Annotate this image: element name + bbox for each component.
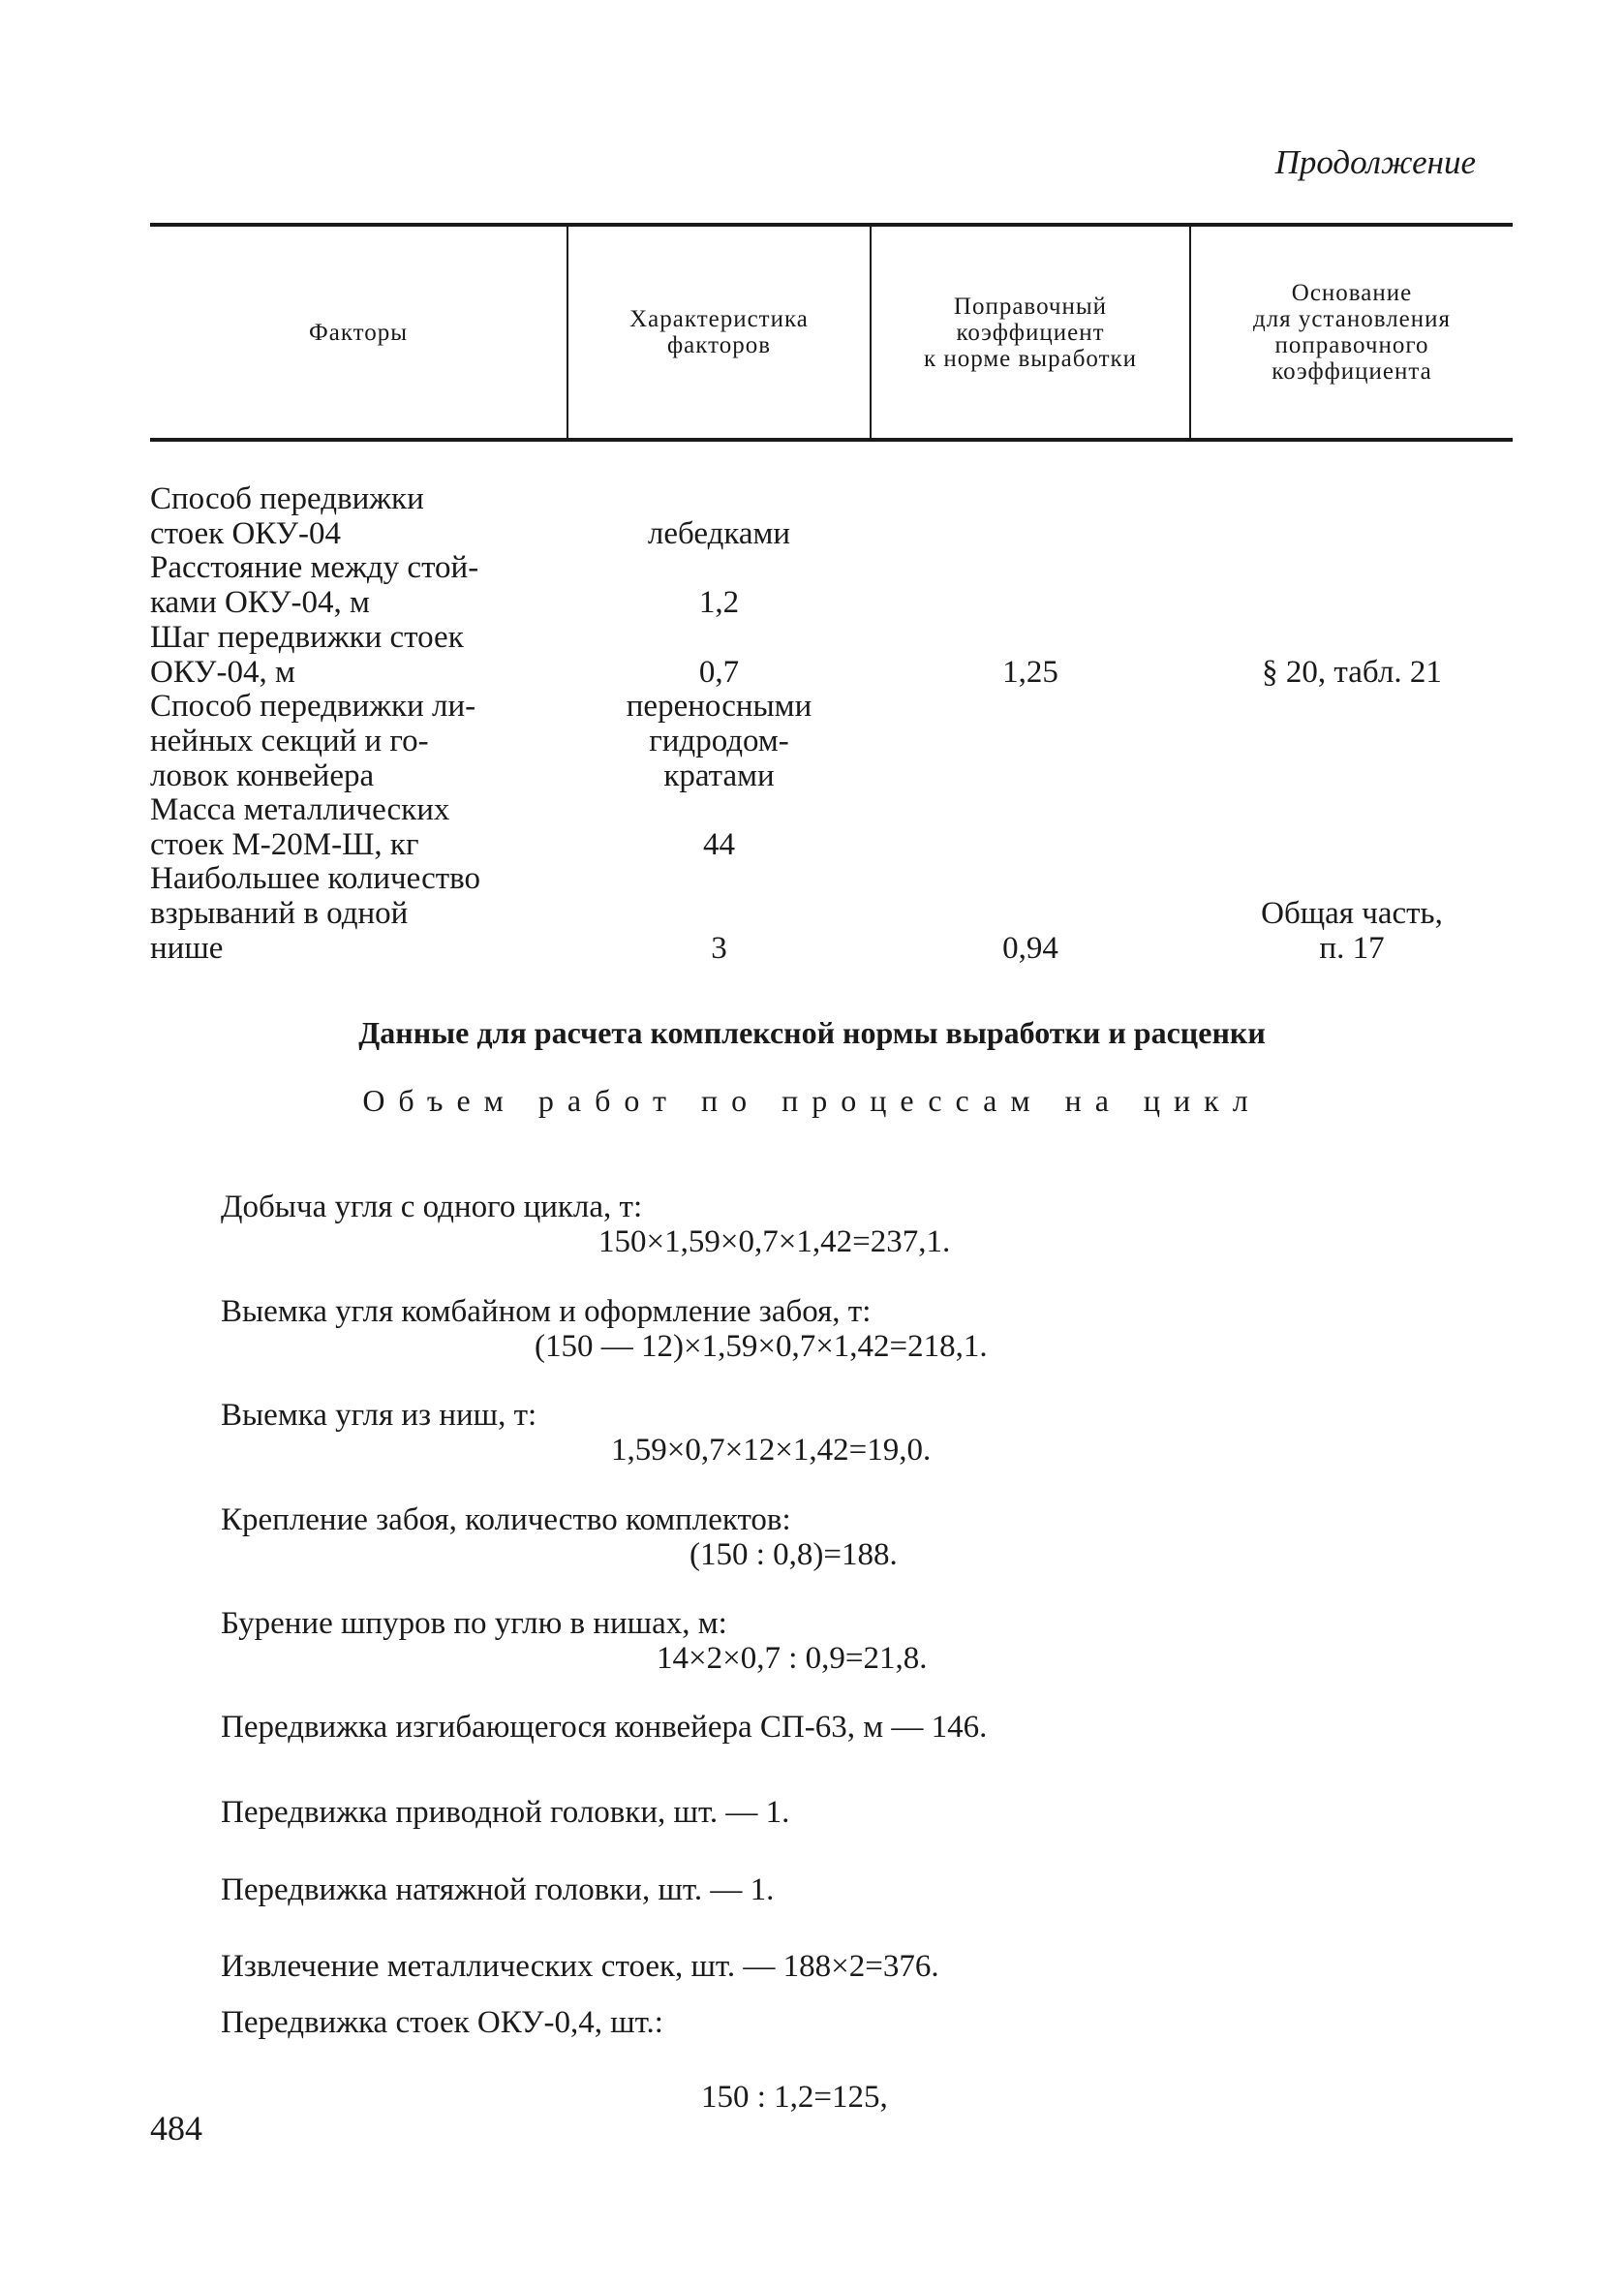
calc-label: Бурение шпуров по углю в нишах, м: bbox=[221, 1606, 727, 1641]
calc-formula: 14×2×0,7 : 0,9=21,8. bbox=[657, 1641, 928, 1676]
header-basis: Основание для установления поправочного коэффициента bbox=[1252, 280, 1452, 385]
basis-cell: § 20, табл. 21 bbox=[1262, 655, 1442, 690]
table-header-rule bbox=[150, 438, 1513, 442]
header-coefficient: Поправочный коэффициент к норме выработки bbox=[923, 293, 1138, 372]
calc-formula: 150×1,59×0,7×1,42=237,1. bbox=[598, 1224, 951, 1259]
calc-formula: (150 : 0,8)=188. bbox=[689, 1537, 898, 1572]
header-factors: Факторы bbox=[308, 319, 409, 346]
continuation-label: Продолжение bbox=[1274, 143, 1476, 181]
factor-cell: Способ передвижки ли- нейных секций и го- ловок конвейера bbox=[150, 689, 476, 793]
page-number: 484 bbox=[150, 2109, 202, 2148]
characteristic-cell: 44 bbox=[703, 827, 735, 862]
calc-label: Выемка угля из ниш, т: bbox=[221, 1398, 537, 1433]
calc-label: Передвижка стоек ОКУ-0,4, шт.: bbox=[221, 2005, 663, 2040]
factor-cell: Масса металлических стоек М-20М-Ш, кг bbox=[150, 792, 450, 862]
calc-label: Передвижка натяжной головки, шт. — 1. bbox=[221, 1872, 775, 1907]
factor-cell: Шаг передвижки стоек ОКУ-04, м bbox=[150, 620, 464, 690]
calc-formula: (150 — 12)×1,59×0,7×1,42=218,1. bbox=[535, 1329, 988, 1364]
calc-label: Выемка угля комбайном и оформление забоя, т: bbox=[221, 1294, 872, 1329]
characteristic-cell: лебедками bbox=[647, 516, 791, 551]
calc-label: Передвижка изгибающегося конвейера СП-63, м — 146. bbox=[221, 1710, 988, 1745]
coefficient-cell: 1,25 bbox=[1002, 655, 1058, 690]
section-title: Данные для расчета комплексной нормы выработки и расценки bbox=[358, 1015, 1266, 1050]
calc-label: Передвижка приводной головки, шт. — 1. bbox=[221, 1795, 790, 1830]
characteristic-cell: 1,2 bbox=[698, 585, 740, 620]
calc-label: Добыча угля с одного цикла, т: bbox=[221, 1190, 643, 1224]
factor-cell: Наибольшее количество взрываний в одной нише bbox=[150, 861, 481, 966]
calc-label: Крепление забоя, количество комплектов: bbox=[221, 1502, 791, 1537]
calc-formula: 150 : 1,2=125, bbox=[701, 2080, 888, 2115]
calc-formula: 1,59×0,7×12×1,42=19,0. bbox=[611, 1433, 932, 1468]
calc-label: Извлечение металлических стоек, шт. — 188×2=376. bbox=[221, 1949, 939, 1984]
characteristic-cell: 3 bbox=[711, 931, 727, 966]
characteristic-cell: переносными гидродом- кратами bbox=[626, 689, 812, 793]
header-characteristic: Характеристика факторов bbox=[629, 306, 809, 358]
section-subtitle: Объем работ по процессам на цикл bbox=[362, 1083, 1262, 1118]
basis-cell: Общая часть, п. 17 bbox=[1261, 896, 1443, 966]
coefficient-cell: 0,94 bbox=[1002, 931, 1058, 966]
factor-cell: Способ передвижки стоек ОКУ-04 bbox=[150, 481, 424, 551]
characteristic-cell: 0,7 bbox=[698, 655, 740, 690]
factor-cell: Расстояние между стой- ками ОКУ-04, м bbox=[150, 550, 479, 620]
